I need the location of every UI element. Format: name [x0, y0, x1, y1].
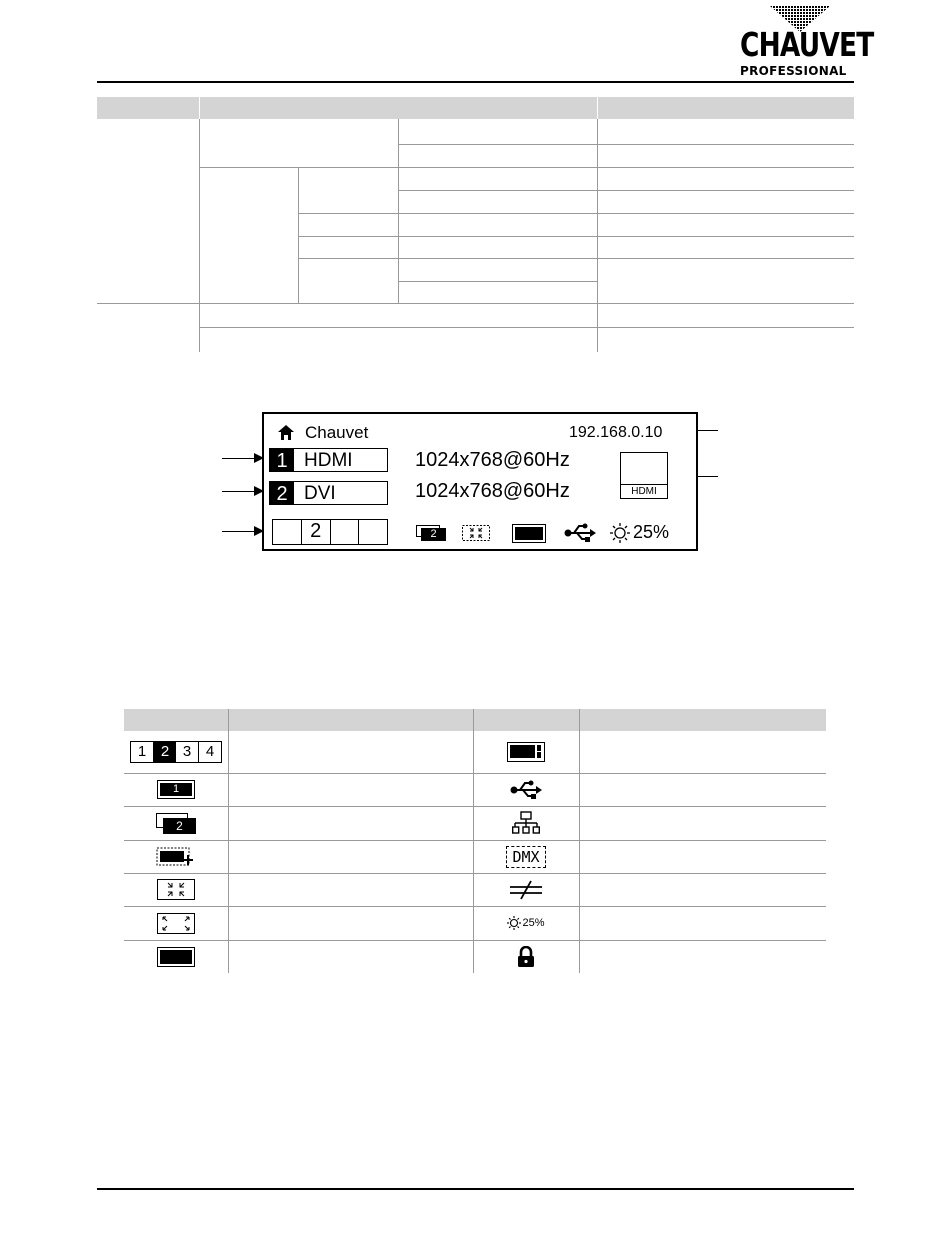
source-1-resolution: 1024x768@60Hz: [415, 449, 570, 471]
brightness-indicator: 25%: [507, 916, 544, 930]
logo-sub-text: PROFESSIONAL: [740, 64, 847, 78]
source-1-name: HDMI: [304, 450, 353, 471]
icon-table-header: [124, 709, 826, 731]
usb-icon: [564, 522, 596, 544]
layer-cell: 2: [302, 520, 331, 544]
layer-cell: [359, 520, 387, 544]
lock-icon: [517, 946, 535, 968]
network-icon: [512, 811, 540, 835]
shrink-icon: [157, 879, 195, 900]
source-2-number: 2: [270, 482, 294, 504]
not-equal-icon: [509, 880, 543, 900]
source-1-box: [269, 448, 388, 472]
layer-cells: [272, 519, 388, 545]
split-screen-icon: [507, 742, 545, 762]
layer-cell: [273, 520, 302, 544]
add-layer-icon: [156, 846, 196, 868]
home-icon: [278, 425, 294, 440]
full-screen-icon: [157, 947, 195, 967]
shrink-icon: [462, 525, 490, 541]
header-rule: [97, 81, 854, 83]
chauvet-logo: [738, 6, 874, 82]
overlap-layer-icon: 2: [416, 525, 446, 541]
source-2-box: [269, 481, 388, 505]
brightness-icon: [610, 523, 630, 543]
lcd-display: [262, 412, 698, 551]
brightness-value: 25%: [633, 522, 670, 542]
menu-table: [97, 97, 854, 352]
single-layer-icon: 1: [157, 780, 195, 799]
preview-label: HDMI: [621, 484, 667, 498]
lcd-title: Chauvet: [305, 423, 369, 442]
lcd-ip-address: 192.168.0.10: [569, 424, 663, 441]
expand-icon: [157, 913, 195, 934]
menu-table-header: [97, 97, 854, 119]
full-screen-icon: [512, 524, 546, 543]
layer-cell: [331, 520, 360, 544]
overlap-layer-icon: 2: [156, 813, 196, 834]
source-2-name: DVI: [304, 483, 336, 504]
footer-rule: [97, 1188, 854, 1190]
brightness-icon: [507, 916, 521, 930]
source-2-resolution: 1024x768@60Hz: [415, 480, 570, 502]
layer-select-icon: 1 2 3 4: [130, 741, 222, 763]
logo-brand-text: CHAUVET: [740, 25, 874, 64]
source-1-number: 1: [270, 449, 294, 471]
usb-icon: [508, 779, 544, 801]
dmx-icon: DMX: [506, 846, 546, 868]
preview-box: [620, 452, 668, 499]
icon-table: [124, 709, 826, 973]
